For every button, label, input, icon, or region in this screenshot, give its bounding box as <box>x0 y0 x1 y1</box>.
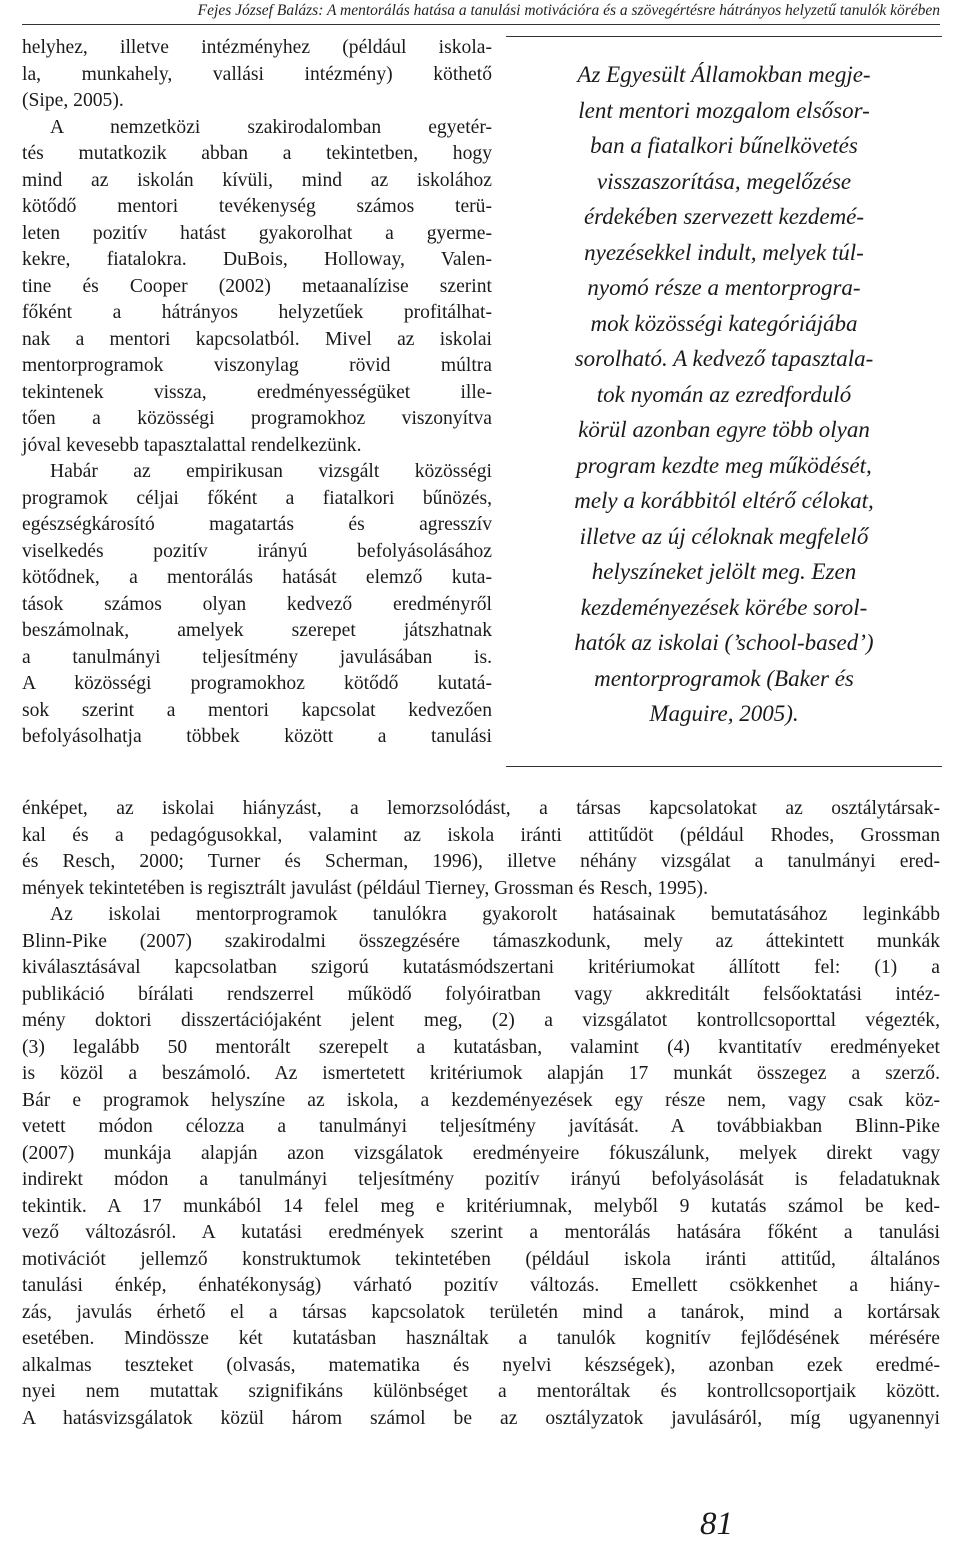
pull-quote-line: helyszíneket jelölt meg. Ezen <box>591 559 857 584</box>
text-line: jóval kevesebb tapasztalattal rendelkezünk. <box>22 434 362 456</box>
text-line: A közösségi programokhoz kötődő kutatá- <box>22 673 492 694</box>
text-line: Blinn-Pike (2007) szakirodalmi összegzésére támaszkodunk, mely az áttekintett munkák <box>22 930 940 952</box>
text-line: tanulási énkép, énhatékonyság) várható pozitív változás. Emellett csökkenhet a hiány- <box>22 1275 940 1296</box>
text-line: a tanulmányi teljesítmény javulásában is. <box>22 646 492 668</box>
text-line: kiválasztásával kapcsolatban szigorú kutatásmódszertani kritériumokat állított fel: (1) a <box>22 957 940 978</box>
running-header: Fejes József Balázs: A mentorálás hatása a tanulási motivációra és a szövegértésre hátrányos helyzetű tanulók körében <box>197 2 940 19</box>
pull-quote-text <box>506 37 942 732</box>
text-line: (3) legalább 50 mentorált szerepelt a kutatásban, valamint (4) kvantitatív eredményeket <box>22 1036 940 1058</box>
text-line: kekre, fiatalokra. DuBois, Holloway, Valen- <box>22 249 492 270</box>
text-line: mentorprogramok viszonylag rövid múltra <box>22 355 492 376</box>
text-line: egészségkárosító magatartás és agresszív <box>22 514 492 535</box>
text-line: (2007) munkája alapján azon vizsgálatok eredményeire fókuszálunk, melyek direkt vagy <box>22 1142 940 1164</box>
pull-quote-line: Maguire, 2005). <box>649 701 799 726</box>
text-line: és Resch, 2000; Turner és Scherman, 1996), illetve néhány vizsgálat a tanulmányi ered- <box>22 851 940 872</box>
text-line: alkalmas teszteket (olvasás, matematika és nyelvi készségek), azonban ezek eredmé- <box>22 1354 940 1376</box>
header-rule <box>22 24 940 25</box>
text-line: beszámolnak, amelyek szerepet játszhatnak <box>22 620 492 641</box>
text-line: tően a közösségi programokhoz viszonyítva <box>22 408 492 429</box>
text-line: motivációt jellemző konstruktumok tekintetében (például iskola iránti attitűd, általános <box>22 1248 940 1270</box>
text-line: nak a mentori kapcsolatból. Mivel az iskolai <box>22 328 492 350</box>
pull-quote-line: ban a fiatalkori bűnelkövetés <box>590 133 858 158</box>
paragraph-start-line: Az iskolai mentorprogramok tanulókra gyakorolt hatásainak bemutatásához leginkább <box>50 904 940 925</box>
text-line: programok céljai főként a fiatalkori bűnözés, <box>22 487 492 509</box>
full-width-text <box>22 796 940 1432</box>
pull-quote-box <box>506 36 942 732</box>
text-line: mény doktori disszertációjaként jelent meg, (2) a vizsgálatot kontrollcsoporttal végezték, <box>22 1010 940 1031</box>
text-line: helyhez, illetve intézményhez (például iskola- <box>22 37 492 58</box>
text-line: viselkedés pozitív irányú befolyásolásához <box>22 540 492 562</box>
pull-quote-line: mentorprogramok (Baker és <box>594 665 854 691</box>
pull-quote-line: mely a korábbitól eltérő célokat, <box>574 488 874 513</box>
pull-quote-line: tok nyomán az ezredforduló <box>596 381 852 407</box>
pull-quote-line: mok közösségi kategóriájába <box>590 310 858 336</box>
text-line: publikáció bírálati rendszerrel működő folyóiratban vagy akkreditált felsőoktatási intéz- <box>22 983 940 1005</box>
text-line: mények tekintetében is regisztrált javulást (például Tierney, Grossman és Resch, 1995). <box>22 877 708 899</box>
text-line: Bár e programok helyszíne az iskola, a kezdeményezések egy része nem, vagy csak köz- <box>22 1089 940 1111</box>
text-line: esetében. Mindössze két kutatásban használtak a tanulók kognitív fejlődésének mérésére <box>22 1328 940 1349</box>
paragraph-start-line: Habár az empirikusan vizsgált közösségi <box>50 461 492 482</box>
text-line: A hatásvizsgálatok közül három számol be az osztályzatok javulásáról, míg ugyanennyi <box>22 1407 940 1429</box>
pull-quote-line: illetve az új céloknak megfelelő <box>579 523 869 549</box>
pull-quote-bottom-rule <box>506 766 942 767</box>
page-number: 81 <box>700 1506 733 1542</box>
pull-quote-line: körül azonban egyre több olyan <box>578 417 870 442</box>
paragraph-start-line: A nemzetközi szakirodalomban egyetér- <box>50 116 492 138</box>
pull-quote-line: hatók az iskolai (’school-based’) <box>574 630 874 655</box>
text-line: is közöl a beszámoló. Az ismertetett kritériumok alapján 17 munkát összegez a szerző. <box>22 1063 940 1084</box>
text-line: (Sipe, 2005). <box>22 90 124 111</box>
text-line: tine és Cooper (2002) metaanalízise szerint <box>22 275 492 297</box>
text-line: tekintik. A 17 munkából 14 felel meg e kritériumnak, melyből 9 kutatás számol be ked- <box>22 1195 940 1217</box>
text-line: indirekt módon a tanulmányi teljesítmény pozitív irányú befolyásolását is feladatuknak <box>22 1169 940 1190</box>
text-line: nyei nem mutattak szignifikáns különbséget a mentoráltak és kontrollcsoportjaik között. <box>22 1381 940 1402</box>
text-line: tekintenek vissza, eredményességüket ille- <box>22 381 492 403</box>
pull-quote-line: nyezésekkel indult, melyek túl- <box>584 239 864 265</box>
text-line: mind az iskolán kívüli, mind az iskolához <box>22 169 492 191</box>
pull-quote-line: kezdeményezések körébe sorol- <box>580 594 868 620</box>
text-line: zás, javulás érhető el a társas kapcsolatok területén mind a tanárok, mind a kortársak <box>22 1301 940 1323</box>
text-line: tások számos olyan kedvező eredményről <box>22 593 492 615</box>
pull-quote-line: érdekében szervezett kezdemé- <box>583 204 865 229</box>
text-line: énképet, az iskolai hiányzást, a lemorzsolódást, a társas kapcsolatokat az osztálytársak- <box>22 798 940 819</box>
text-line: kötődnek, a mentorálás hatását elemző kuta- <box>22 567 492 588</box>
text-line: la, munkahely, vallási intézmény) köthető <box>22 63 492 85</box>
text-line: sok szerint a mentori kapcsolat kedvezően <box>22 699 492 721</box>
text-line: főként a hátrányos helyzetűek profitálhat- <box>22 302 492 323</box>
pull-quote-line: lent mentori mozgalom elsősor- <box>578 97 870 123</box>
pull-quote-line: Az Egyesült Államokban megje- <box>577 62 871 87</box>
text-line: tés mutatkozik abban a tekintetben, hogy <box>22 143 492 164</box>
pull-quote-line: visszaszorítása, megelőzése <box>596 168 852 194</box>
text-line: leten pozitív hatást gyakorolhat a gyerme- <box>22 222 492 244</box>
pull-quote-line: program kezdte meg működését, <box>576 452 872 478</box>
text-line: vező változásról. A kutatási eredmények szerint a mentorálás hatására főként a tanulási <box>22 1222 940 1243</box>
text-line: kötődő mentori tevékenység számos terü- <box>22 196 492 217</box>
left-column <box>22 35 492 751</box>
pull-quote-line: nyomó része a mentorprogra- <box>587 275 861 300</box>
text-line: befolyásolhatja többek között a tanulási <box>22 726 492 747</box>
text-line: vetett módon célozza a tanulmányi teljesítmény javítását. A továbbiakban Blinn-Pike <box>22 1116 940 1137</box>
pull-quote-line: sorolható. A kedvező tapasztala- <box>574 346 874 371</box>
text-line: kal és a pedagógusokkal, valamint az iskola iránti attitűdöt (például Rhodes, Grossman <box>22 824 940 846</box>
